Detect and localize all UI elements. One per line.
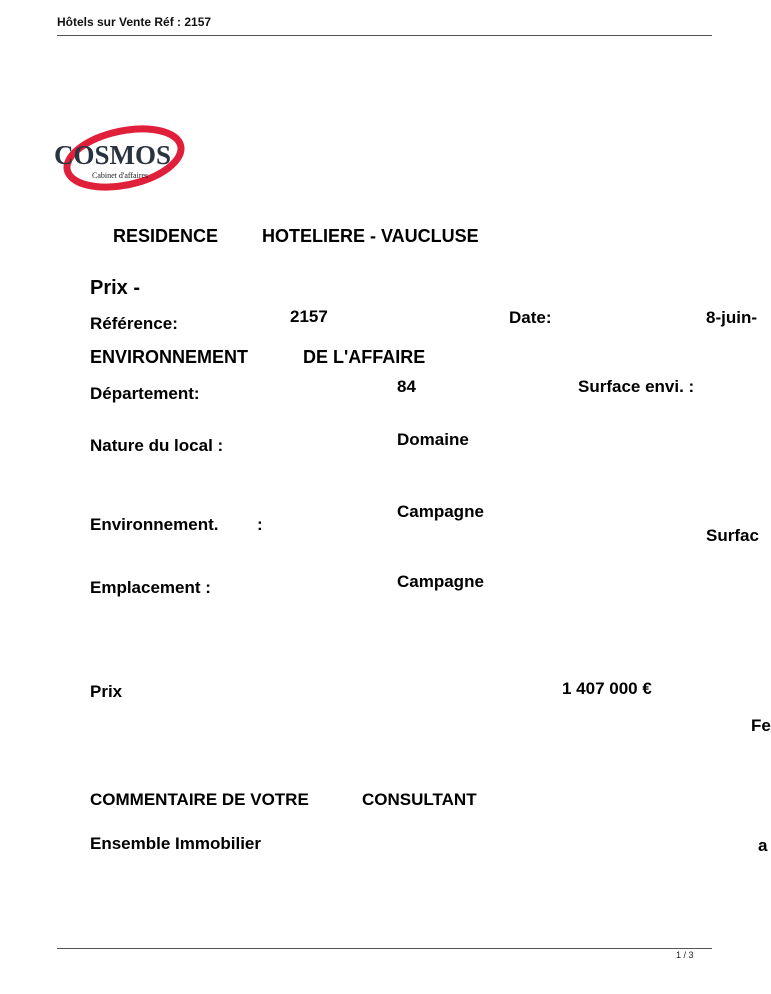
header-rule xyxy=(57,35,712,36)
cosmos-logo xyxy=(52,122,192,192)
reference-value: 2157 xyxy=(290,307,328,326)
departement-label: Département: xyxy=(90,384,200,403)
prix-label: Prix xyxy=(90,682,123,701)
commentaire-left: COMMENTAIRE DE VOTRE xyxy=(90,790,309,809)
surface-cut: Surfac xyxy=(706,526,759,545)
reference-label: Référence: xyxy=(90,314,178,333)
environnement-colon: : xyxy=(257,515,263,534)
surface-label: Surface envi. : xyxy=(578,377,695,396)
footer-rule xyxy=(57,948,712,949)
departement-value: 84 xyxy=(397,377,416,396)
title-right: HOTELIERE - VAUCLUSE xyxy=(262,226,479,246)
date-label: Date: xyxy=(509,308,552,327)
date-value: 8-juin- xyxy=(706,308,757,327)
title-left: RESIDENCE xyxy=(113,226,219,246)
section-env-left: ENVIRONNEMENT xyxy=(90,347,249,367)
page-header-title: Hôtels sur Vente Réf : 2157 xyxy=(57,15,212,29)
ensemble-label: Ensemble Immobilier xyxy=(90,834,261,853)
emplacement-label: Emplacement : xyxy=(90,578,211,597)
emplacement-value: Campagne xyxy=(397,572,484,591)
nature-value: Domaine xyxy=(397,430,469,449)
prix-top-label: Prix - xyxy=(90,277,141,299)
svg-text:Cabinet d'affaires: Cabinet d'affaires xyxy=(92,171,149,180)
page-number: 1 / 3 xyxy=(676,950,694,960)
section-env-right: DE L'AFFAIRE xyxy=(303,347,426,367)
commentaire-right: CONSULTANT xyxy=(362,790,477,809)
environnement-value: Campagne xyxy=(397,502,484,521)
prix-cut-right: Fe xyxy=(751,716,771,735)
environnement-label: Environnement. xyxy=(90,515,219,534)
prix-value: 1 407 000 € xyxy=(562,679,652,698)
svg-text:COSMOS: COSMOS xyxy=(54,140,172,170)
ensemble-cut-right: a xyxy=(758,836,768,855)
nature-label: Nature du local : xyxy=(90,436,224,455)
